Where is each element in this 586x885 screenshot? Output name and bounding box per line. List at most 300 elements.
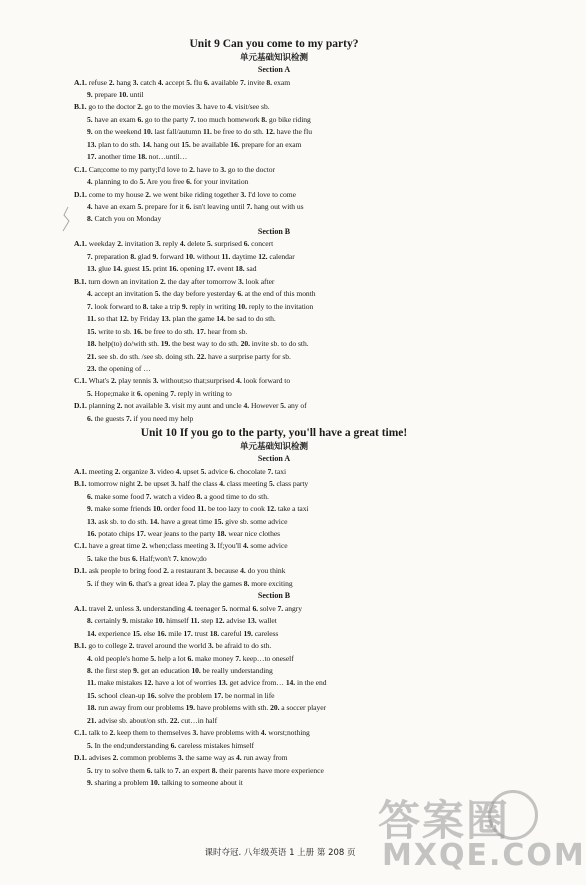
answer-text: be available — [190, 139, 231, 149]
answer-text: not available — [122, 401, 165, 411]
answer-text: run away from — [241, 753, 288, 763]
answer-text: prepare for it — [143, 202, 186, 212]
answer-text: have an exam — [92, 114, 138, 124]
answer-text: take a trip — [148, 301, 182, 311]
answer-text: be really understanding — [200, 666, 273, 676]
item-number: 6. — [237, 289, 243, 299]
answer-line — [74, 640, 474, 652]
item-number: 2. — [160, 276, 166, 286]
answer-text: careless — [252, 628, 279, 638]
item-number: 6. — [243, 239, 250, 249]
answer-text: visit my aunt and uncle — [170, 401, 244, 411]
item-number: 11. — [190, 616, 200, 626]
answer-text: play the games — [195, 578, 244, 588]
item-number: 18. — [217, 529, 227, 538]
item-number: 12. — [258, 251, 268, 261]
item-number: 4. — [260, 728, 267, 738]
item-number: 14. — [87, 628, 97, 638]
answer-text: any of — [285, 401, 307, 411]
item-number: 1. — [81, 603, 87, 613]
item-number: 5. — [269, 479, 275, 489]
item-number: 6. — [203, 77, 210, 87]
answer-text: school clean-up — [96, 690, 148, 700]
item-number: 7. — [170, 388, 176, 398]
answer-text: surprised — [212, 239, 244, 249]
item-number: 1. — [81, 566, 87, 576]
answer-key-page — [74, 36, 474, 790]
item-number: 7. — [240, 77, 246, 87]
section-title: Section B — [257, 591, 291, 601]
answer-text: the day after tomorrow — [165, 276, 239, 286]
answer-line — [74, 528, 474, 540]
item-number: 8. — [211, 765, 218, 775]
answer-text: get an education — [138, 666, 192, 676]
watermark-circle-icon — [488, 790, 538, 840]
item-number: 3. — [164, 401, 171, 411]
answer-text: keep…to oneself — [240, 653, 294, 663]
answer-line — [74, 503, 474, 515]
item-number: 5. — [200, 466, 207, 476]
answer-text: angry — [283, 603, 303, 613]
answer-line — [74, 765, 474, 777]
answer-text: be afraid to do sth. — [213, 641, 272, 651]
item-number: 17. — [196, 326, 206, 336]
answer-text: the best way to do sth. — [170, 339, 241, 349]
answer-text: Can;come to my party;I'd love to — [86, 164, 190, 174]
item-number: 3. — [207, 566, 213, 576]
item-number: 16. — [147, 690, 157, 700]
answer-text: not…until… — [146, 152, 188, 162]
answer-line — [74, 375, 474, 387]
item-number: 14. — [142, 139, 152, 149]
answer-text: too much homework — [195, 114, 262, 124]
answer-text: so that — [95, 314, 120, 324]
answer-text: video — [155, 466, 176, 476]
answer-text: travel — [86, 603, 108, 613]
answer-text: go to the doctor — [86, 102, 138, 112]
answer-line — [74, 176, 474, 188]
answer-text: advice — [206, 466, 230, 476]
answer-line — [74, 777, 474, 789]
answer-line — [74, 251, 474, 263]
answer-text: make some friends — [92, 504, 153, 514]
item-number: 7. — [235, 653, 241, 663]
item-number: 19. — [160, 339, 171, 349]
answer-text: wallet — [256, 616, 277, 626]
answer-text: be normal in life — [223, 690, 275, 700]
answer-text: advise sb. about/on sth. — [96, 715, 170, 725]
answer-text: make mistakes — [95, 678, 144, 688]
item-number: 3. — [192, 728, 199, 738]
answer-line — [74, 363, 474, 375]
answer-text: class meeting — [224, 479, 269, 489]
item-number: 2. — [141, 541, 148, 551]
section-title: Section A — [257, 65, 291, 74]
answer-text: upset — [181, 466, 201, 476]
item-number: 16. — [168, 264, 179, 274]
item-number: 3. — [220, 164, 226, 174]
page-footer: 课时夺冠. 八年级英语 1 上册 第 208 页 — [204, 848, 356, 858]
item-number: 3. — [149, 466, 156, 476]
item-number: 6. — [170, 740, 177, 750]
answer-text: be free to do sth. — [211, 127, 266, 137]
answer-text: talk to — [152, 765, 175, 775]
answer-text: be sad to do sth. — [225, 314, 276, 324]
item-number: 5. — [87, 578, 93, 588]
answer-line — [74, 628, 474, 640]
item-number: 6. — [87, 491, 93, 501]
answer-text: sad — [244, 264, 257, 274]
item-number: 2. — [110, 376, 117, 386]
answer-line — [74, 89, 474, 101]
answer-text: trust — [192, 628, 210, 638]
answer-text: wear jeans to the party — [145, 529, 217, 538]
answer-text: available — [209, 77, 241, 87]
answer-text: glue — [96, 264, 113, 274]
item-number: 5. — [87, 765, 93, 775]
answer-text: solve — [258, 603, 278, 613]
item-number: 5. — [150, 653, 157, 663]
item-number: 1. — [80, 102, 87, 112]
item-number: 6. — [185, 202, 192, 212]
item-number: 8. — [261, 114, 268, 124]
answer-text: visit/see sb. — [232, 102, 270, 112]
answer-line — [74, 276, 474, 288]
answer-line — [74, 690, 474, 702]
answer-text: go to the doctor — [226, 164, 275, 174]
answer-text: delete — [185, 239, 207, 249]
item-number: A. — [74, 77, 82, 87]
answer-text: because — [212, 566, 241, 576]
item-number: 18. — [87, 339, 97, 349]
item-number: 6. — [137, 114, 144, 124]
item-number: 5. — [87, 388, 93, 398]
item-number: 13. — [247, 616, 257, 626]
item-number: 7. — [125, 413, 132, 423]
answer-text: refuse — [86, 77, 109, 87]
answer-text: see sb. do sth. /see sb. doing sth. — [96, 351, 197, 361]
section-title: Section B — [257, 226, 291, 236]
answer-text: chocolate — [235, 466, 268, 476]
answer-text: do you think — [245, 566, 286, 576]
answer-text: the opening of … — [96, 363, 151, 373]
item-number: 3. — [196, 102, 202, 112]
item-number: 2. — [116, 401, 123, 411]
item-number: 8. — [87, 616, 93, 626]
item-number: 10. — [237, 301, 248, 311]
answer-text: the day before yesterday — [160, 289, 238, 299]
answer-text: himself — [164, 616, 191, 626]
answer-line — [74, 540, 474, 552]
item-number: 1. — [80, 479, 87, 489]
item-number: 4. — [187, 603, 193, 613]
answer-line — [74, 516, 474, 528]
item-number: 1. — [81, 77, 87, 87]
answer-text: opening — [142, 388, 171, 398]
item-number: 1. — [81, 164, 87, 174]
section-title: Section A — [257, 454, 291, 464]
item-number: 2. — [117, 239, 123, 249]
item-number: 19. — [185, 703, 195, 713]
item-number: 4. — [240, 566, 246, 576]
answer-line — [74, 351, 474, 363]
answer-text: reply in writing to — [175, 388, 232, 398]
answer-line — [74, 478, 474, 490]
item-number: 20. — [270, 703, 280, 713]
answer-text: help(to) do/with sth. — [96, 339, 161, 349]
answer-text: planning — [86, 401, 117, 411]
item-number: 18. — [235, 264, 245, 274]
answer-text: prepare — [92, 89, 119, 99]
answer-line — [74, 238, 474, 250]
answer-line — [74, 752, 474, 764]
item-number: 18. — [87, 703, 97, 713]
item-number: C. — [74, 164, 82, 174]
item-number: 8. — [266, 77, 272, 87]
item-number: B. — [74, 276, 81, 286]
answer-text: planning to do — [92, 177, 140, 187]
item-number: 11. — [197, 504, 207, 514]
answer-text: step — [199, 616, 216, 626]
answer-line — [74, 139, 474, 151]
answer-text: understanding — [141, 603, 188, 613]
answer-text: talk to — [86, 728, 110, 738]
item-number: 8. — [87, 666, 93, 676]
answer-text: go bike riding — [267, 114, 311, 124]
answer-text: invitation — [122, 239, 156, 249]
item-number: 8. — [243, 578, 250, 588]
answer-text: until — [128, 89, 144, 99]
answer-text: weekday — [86, 239, 118, 249]
item-number: 2. — [114, 466, 121, 476]
answer-line — [74, 301, 474, 313]
answer-text: make some food — [92, 491, 146, 501]
answer-line — [74, 677, 474, 689]
item-number: 5. — [137, 202, 144, 212]
answer-line — [74, 715, 474, 727]
answer-text: unless — [113, 603, 136, 613]
answer-line — [74, 151, 474, 163]
answer-text: calendar — [267, 251, 295, 261]
item-number: 1. — [81, 239, 87, 249]
answer-line — [74, 189, 474, 201]
answer-text: opening — [178, 264, 207, 274]
item-number: 8. — [87, 214, 93, 224]
item-number: C. — [74, 376, 82, 386]
answer-text: class party — [274, 479, 309, 489]
item-number: 4. — [236, 376, 242, 386]
answer-line — [74, 201, 474, 213]
item-number: 1. — [81, 728, 87, 738]
answer-line — [74, 288, 474, 300]
answer-text: invite — [245, 77, 267, 87]
answer-text: event — [215, 264, 236, 274]
item-number: 5. — [87, 740, 93, 750]
answer-text: certainly — [92, 616, 123, 626]
item-number: D. — [74, 753, 82, 763]
item-number: 16. — [87, 529, 97, 538]
answer-text: print — [151, 264, 169, 274]
answer-text: teenager — [192, 603, 222, 613]
item-number: 10. — [191, 666, 201, 676]
answer-text: take the bus — [92, 553, 132, 563]
item-number: 6. — [252, 603, 259, 613]
answer-text: accept — [163, 77, 187, 87]
item-number: 9. — [122, 616, 129, 626]
item-number: 1. — [80, 641, 87, 651]
item-number: 12. — [143, 678, 154, 688]
item-number: 2. — [109, 728, 116, 738]
item-number: 16. — [230, 139, 240, 149]
answer-text: taxi — [273, 466, 287, 476]
item-number: 5. — [206, 239, 213, 249]
item-number: 4. — [87, 177, 93, 187]
item-number: 15. — [87, 326, 97, 336]
item-number: 15. — [181, 139, 191, 149]
item-number: 17. — [183, 628, 193, 638]
answer-line — [74, 466, 474, 478]
item-number: 13. — [161, 314, 171, 324]
item-number: 2. — [107, 603, 114, 613]
item-number: C. — [74, 541, 82, 551]
item-number: A. — [74, 603, 82, 613]
margin-scribble-icon — [60, 205, 74, 235]
item-number: 7. — [145, 491, 152, 501]
answer-text: another time — [96, 152, 138, 162]
answer-text: more exciting — [249, 578, 293, 588]
answer-line — [74, 653, 474, 665]
item-number: 2. — [137, 102, 143, 112]
answer-text: look forward to — [92, 301, 143, 311]
answer-text: at the end of this month — [242, 289, 316, 299]
item-number: 3. — [238, 276, 244, 286]
answer-text: Hope;make it — [92, 388, 137, 398]
answer-line — [74, 615, 474, 627]
answer-text: without;so that;surprised — [158, 376, 237, 386]
answer-text: a restaurant — [168, 566, 208, 576]
answer-text: look after — [243, 276, 275, 286]
answer-text: wear nice clothes — [226, 529, 281, 538]
answer-text: prepare for an exam — [239, 139, 302, 149]
item-number: 12. — [215, 616, 225, 626]
item-number: 7. — [277, 603, 284, 613]
item-number: 2. — [163, 566, 169, 576]
answer-line — [74, 491, 474, 503]
item-number: A. — [74, 239, 82, 249]
answer-text: come to my house — [86, 189, 146, 199]
item-number: 7. — [267, 466, 274, 476]
item-number: 14. — [216, 314, 226, 324]
item-number: 21. — [87, 715, 97, 725]
item-number: 9. — [133, 666, 139, 676]
item-number: 6. — [87, 413, 93, 423]
answer-text: have problems with — [198, 728, 261, 738]
answer-text: go to the movies — [142, 102, 197, 112]
answer-text: by Friday — [128, 314, 162, 324]
answer-text: Half;won't — [137, 553, 173, 563]
answer-text: ask sb. to do sth. — [96, 516, 150, 526]
answer-line — [74, 338, 474, 350]
item-number: 6. — [146, 765, 153, 775]
answer-line — [74, 114, 474, 126]
answer-text: talking to someone about it — [159, 778, 243, 788]
answer-text: if they win — [92, 578, 129, 588]
item-number: 5. — [280, 401, 286, 411]
item-number: 10. — [155, 616, 165, 626]
answer-text: careless mistakes himself — [176, 740, 254, 750]
item-number: 17. — [206, 264, 216, 274]
answer-text: look forward to — [241, 376, 291, 386]
item-number: 5. — [139, 177, 146, 187]
answer-text: However — [249, 401, 281, 411]
answer-text: accept an invitation — [92, 289, 155, 299]
item-number: 7. — [189, 578, 196, 588]
item-number: 9. — [87, 504, 93, 514]
item-number: 6. — [131, 553, 138, 563]
answer-text: have an exam — [92, 202, 138, 212]
answer-text: daytime — [230, 251, 259, 261]
item-number: 4. — [87, 289, 93, 299]
answer-text: What's — [86, 376, 111, 386]
item-number: 2. — [136, 479, 143, 489]
answer-text: if you need my help — [131, 413, 194, 423]
answer-text: hang out with us — [252, 202, 304, 212]
answer-text: try to solve them — [92, 765, 147, 775]
answer-text: the first step — [92, 666, 134, 676]
item-number: 6. — [128, 578, 135, 588]
item-number: 4. — [243, 401, 250, 411]
item-number: B. — [74, 479, 81, 489]
item-number: 13. — [87, 264, 97, 274]
answer-text: experience — [96, 628, 133, 638]
answer-text: old people's home — [92, 653, 151, 663]
item-number: 8. — [130, 251, 136, 261]
item-number: 10. — [185, 251, 195, 261]
item-number: 7. — [190, 114, 196, 124]
answer-line — [74, 164, 474, 176]
answer-line — [74, 388, 474, 400]
answer-text: that's a great idea — [134, 578, 190, 588]
item-number: 8. — [196, 491, 203, 501]
item-number: D. — [74, 401, 82, 411]
item-number: 11. — [221, 251, 231, 261]
answer-line — [74, 126, 474, 138]
item-number: 13. — [87, 139, 97, 149]
answer-text: advises — [86, 753, 113, 763]
item-number: 4. — [87, 653, 93, 663]
item-number: 10. — [150, 778, 160, 788]
answer-text: know;do — [178, 553, 207, 563]
watermark-text-top: 答案圈 — [378, 796, 511, 845]
item-number: 3. — [155, 239, 161, 249]
answer-line — [74, 326, 474, 338]
answer-line — [74, 665, 474, 677]
answer-text: order food — [162, 504, 198, 514]
item-number: 2. — [108, 77, 115, 87]
item-number: 2. — [128, 641, 135, 651]
answer-text: have to — [194, 164, 221, 174]
item-number: 4. — [219, 479, 225, 489]
item-number: 1. — [81, 189, 87, 199]
answer-line — [74, 413, 474, 425]
item-number: 7. — [246, 202, 253, 212]
answer-text: reply in writing — [187, 301, 238, 311]
item-number: 3. — [170, 479, 177, 489]
answer-text: on the weekend — [92, 127, 144, 137]
item-number: C. — [74, 728, 82, 738]
item-number: 17. — [213, 690, 224, 700]
answer-text: mistake — [128, 616, 155, 626]
